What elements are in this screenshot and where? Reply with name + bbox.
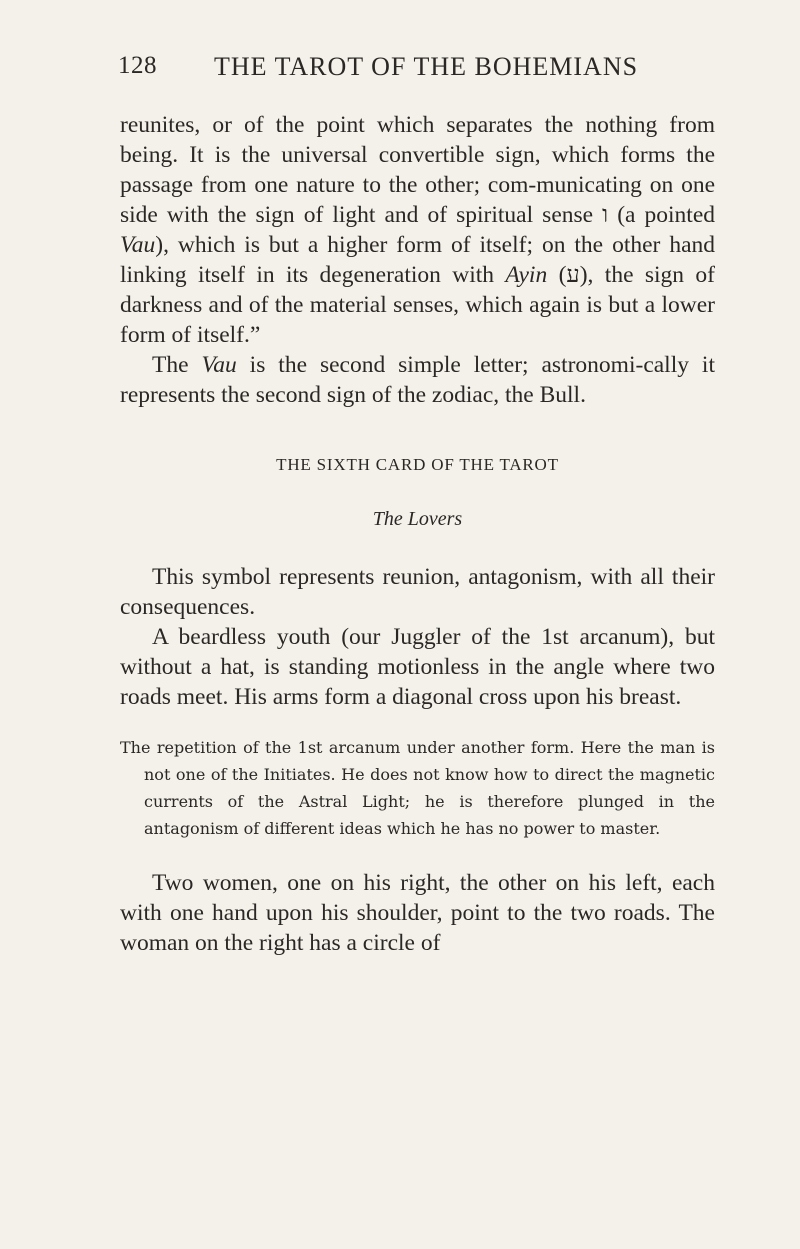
page-header [118,52,718,92]
paragraph-continuation [120,110,715,350]
note-text: The repetition of the 1st arcanum under another form. Here the man is not one of the Initiates. He does not know how to direct the magnetic currents of the Astral Light; he is therefore plunged in the antagonism of different ideas which he has no power to master. [120,738,715,838]
paragraph-symbol: This symbol represents reunion, antagonism, with all their consequences. [120,564,715,620]
section-subtitle: The Lovers [372,508,463,530]
italic-term-vau: Vau [201,352,237,378]
paragraph-youth: A beardless youth (our Juggler of the 1st arcanum), but without a hat, is standing motionless in the angle where two roads meet. His arms form a diagonal cross upon his breast. [120,624,715,710]
italic-term-vau: Vau [120,232,156,258]
running-title: THE TAROT OF THE BOHEMIANS [214,52,639,81]
commentary-note [120,734,715,842]
italic-term-ayin: Ayin [505,262,548,288]
paragraph-vau [120,350,715,410]
paragraph-text: (ע), the sign of darkness and of the material senses, which again is but a lower form of itself.” [120,262,715,348]
page-body [120,110,715,958]
paragraph-women: Two women, one on his right, the other on his left, each with one hand upon his shoulder, point to the two roads. The woman on the right has a circle of [120,870,715,956]
paragraph-text: The [152,352,202,378]
paragraph-text: ), which is but a higher form of itself; on the other hand linking itself in its degeneration with [120,232,715,288]
paragraph-text: reunites, or of the point which separates the nothing from being. It is the universal convertible sign, which forms the passage from one nature to the other; com-municating on one side with the sign of light and of spiritual sense ו (a pointed [120,112,716,228]
page-number: 128 [118,52,157,79]
section-title: THE SIXTH CARD OF THE TAROT [276,455,559,474]
paragraph-text: is the second simple letter; astronomi-cally it represents the second sign of the zodiac, the Bull. [120,352,715,408]
